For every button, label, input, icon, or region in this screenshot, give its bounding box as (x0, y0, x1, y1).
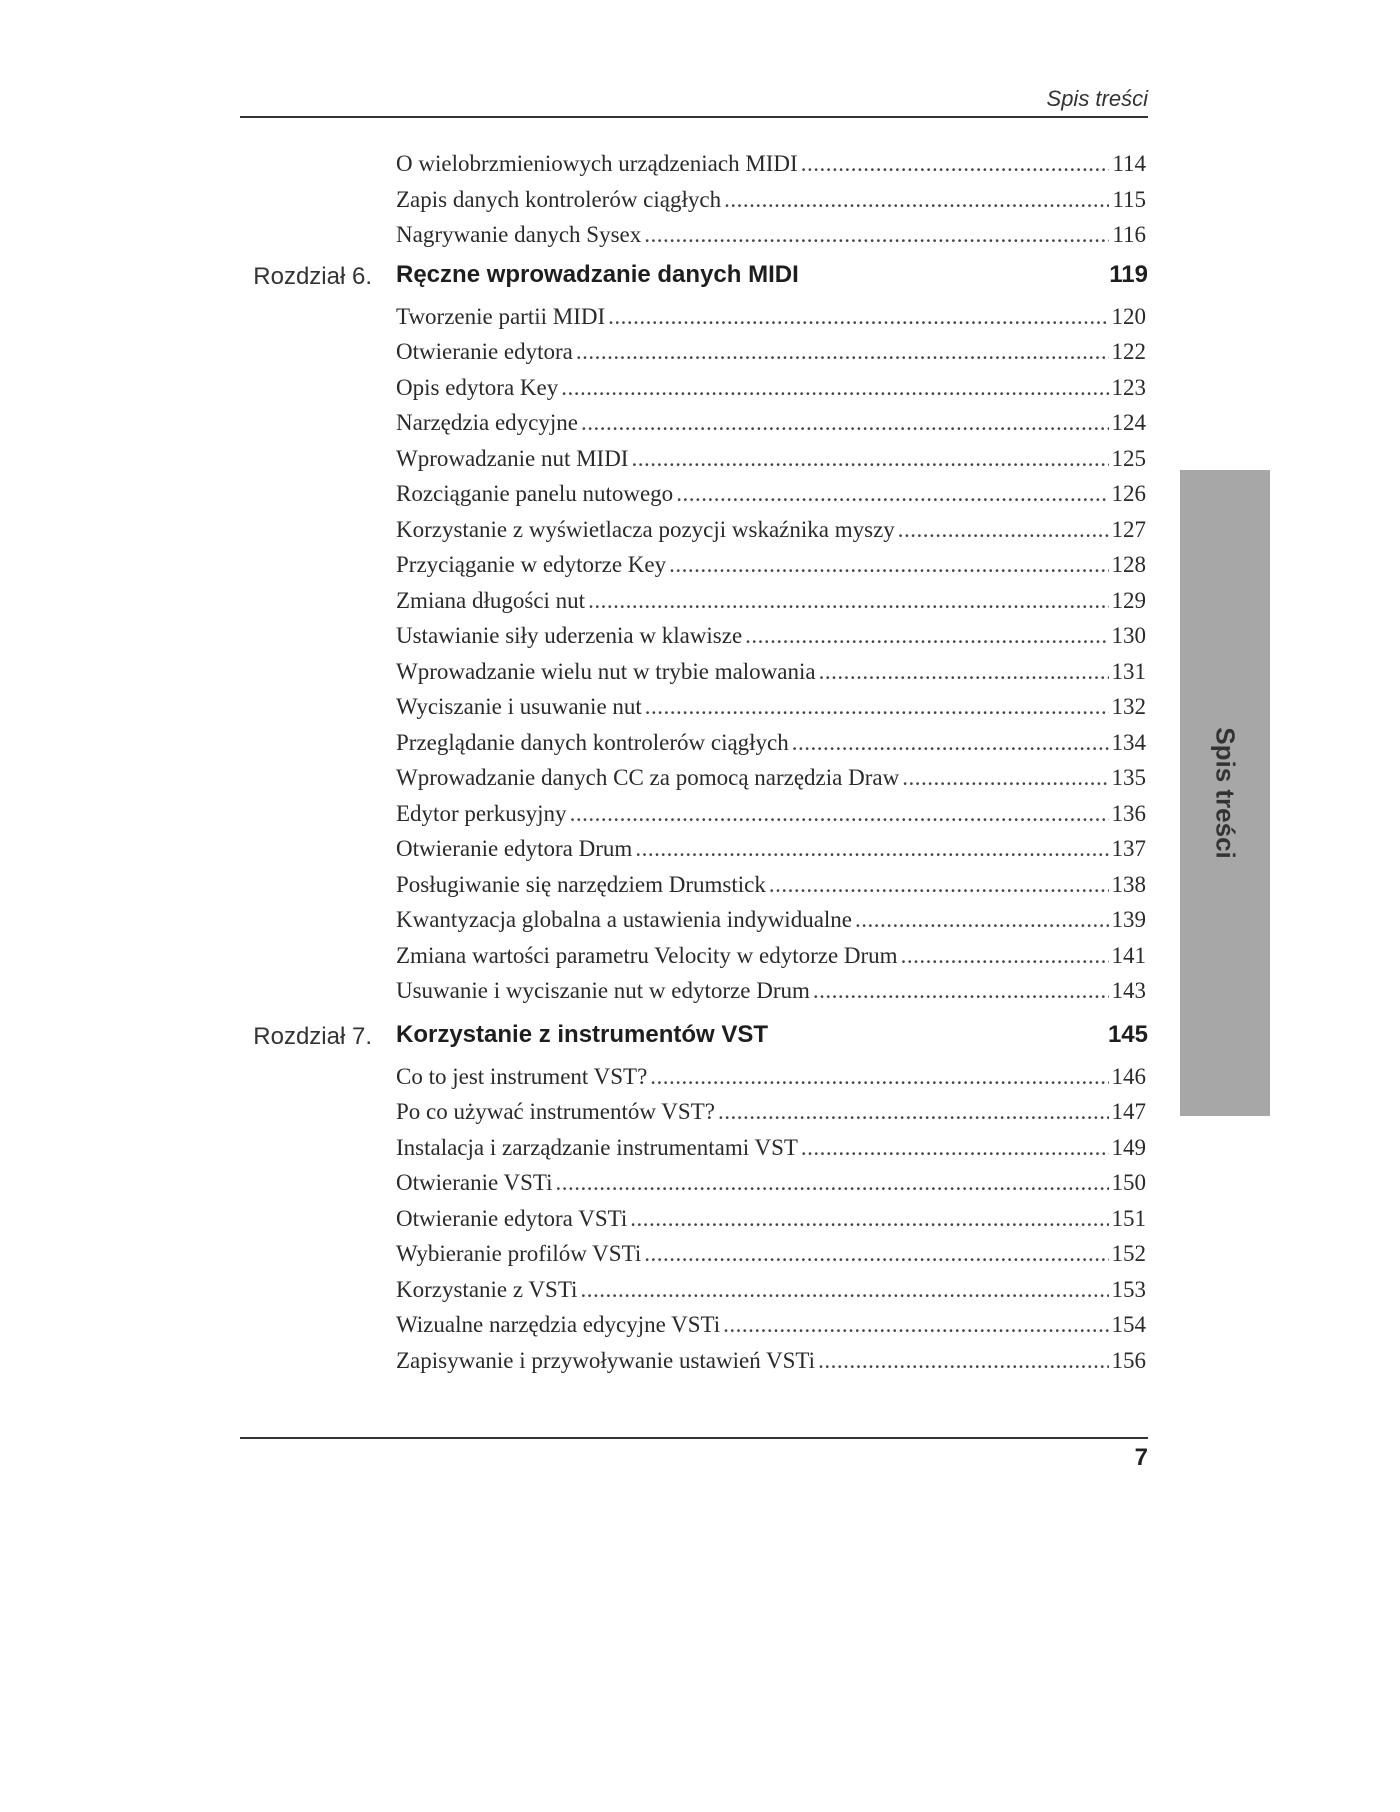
toc-entry-page: 137 (1111, 836, 1146, 861)
toc-entry-page: 114 (1112, 151, 1146, 176)
dot-leader (635, 833, 1108, 865)
toc-entry (396, 514, 1146, 546)
toc-entry-title: Wprowadzanie nut MIDI (396, 445, 629, 471)
toc-entry (396, 478, 1146, 510)
dot-leader (819, 656, 1109, 688)
side-tab (1180, 470, 1270, 1116)
toc-entry-title: Opis edytora Key (396, 374, 559, 400)
toc-entry-title: Korzystanie z VSTi (396, 1276, 578, 1302)
dot-leader (676, 478, 1108, 510)
toc-entry-title: Usuwanie i wyciszanie nut w edytorze Drum (396, 978, 810, 1003)
bottom-rule (240, 1437, 1148, 1439)
dot-leader (801, 1132, 1109, 1164)
dot-leader (650, 1061, 1108, 1093)
dot-leader (576, 336, 1109, 368)
toc-entry (396, 585, 1146, 617)
toc-entry-title: Narzędzia edycyjne (396, 410, 578, 435)
toc-entry-page: 126 (1111, 481, 1146, 506)
toc-entry (396, 1096, 1146, 1128)
toc-entry (396, 549, 1146, 581)
dot-leader (561, 372, 1108, 404)
toc-entry-page: 156 (1111, 1347, 1146, 1373)
toc-entry (396, 727, 1146, 759)
toc-entry-page: 125 (1111, 445, 1146, 471)
toc-entry (396, 691, 1146, 723)
toc-entry (396, 1203, 1146, 1235)
dot-leader (901, 940, 1109, 972)
toc-entry (396, 975, 1146, 1007)
toc-entry (396, 798, 1146, 830)
toc-entry-page: 147 (1111, 1099, 1146, 1124)
toc-entry-title: Zmiana długości nut (396, 587, 586, 613)
dot-leader (669, 549, 1108, 581)
toc-entry (396, 1061, 1146, 1093)
toc-entry (396, 1309, 1146, 1341)
dot-leader (580, 1274, 1108, 1306)
toc-entry (396, 372, 1146, 404)
toc-entry-title: Ustawianie siły uderzenia w klawisze (396, 623, 743, 648)
running-head: Spis treści (1046, 86, 1148, 111)
toc-entry-page: 124 (1111, 410, 1146, 435)
toc-entry (396, 336, 1146, 368)
toc-entry-page: 141 (1111, 942, 1146, 968)
toc-entry (396, 833, 1146, 865)
toc-entry-title: Nagrywanie danych Sysex (396, 222, 642, 247)
toc-entry-page: 128 (1111, 552, 1146, 577)
chapter-page: 145 (1107, 1020, 1148, 1048)
dot-leader (902, 762, 1108, 794)
toc-entry-page: 135 (1111, 765, 1146, 790)
toc-entry-page: 131 (1111, 658, 1146, 684)
toc-entry (396, 407, 1146, 439)
toc-entry-title: Przeglądanie danych kontrolerów ciągłych (396, 729, 789, 755)
toc-entry (396, 1238, 1146, 1270)
chapter-page: 119 (1109, 260, 1148, 288)
dot-leader (813, 975, 1109, 1007)
dot-leader (801, 148, 1110, 180)
toc-entry-title: O wielobrzmieniowych urządzeniach MIDI (396, 151, 798, 176)
toc-entry-page: 134 (1111, 729, 1146, 755)
toc-entry-page: 129 (1111, 587, 1146, 613)
dot-leader (630, 1203, 1108, 1235)
toc-entry (396, 443, 1146, 475)
toc-entry-title: Otwieranie edytora VSTi (396, 1205, 628, 1231)
toc-entry (396, 904, 1146, 936)
chapter-title: Ręczne wprowadzanie danych MIDI (396, 260, 799, 288)
toc-entry-page: 122 (1111, 339, 1146, 364)
toc-entry-page: 151 (1111, 1205, 1146, 1231)
toc-entry-page: 149 (1111, 1134, 1146, 1160)
toc-entry (396, 1132, 1146, 1164)
toc-entry-page: 139 (1111, 907, 1146, 932)
toc-entry-page: 123 (1111, 374, 1146, 400)
toc-entry-page: 152 (1111, 1241, 1146, 1266)
toc-entry-page: 120 (1111, 303, 1146, 329)
toc-entry (396, 656, 1146, 688)
toc-entry-title: Zapisywanie i przywoływanie ustawień VSTi (396, 1347, 816, 1373)
toc-entry (396, 940, 1146, 972)
dot-leader (631, 443, 1108, 475)
toc-entry-page: 115 (1112, 186, 1146, 212)
toc-entry-title: Posługiwanie się narzędziem Drumstick (396, 871, 766, 897)
toc-entry-page: 132 (1111, 694, 1146, 719)
chapter-title: Korzystanie z instrumentów VST (396, 1020, 769, 1048)
toc-entry-page: 130 (1111, 623, 1146, 648)
dot-leader (745, 620, 1108, 652)
toc-entry-title: Kwantyzacja globalna a ustawienia indywidualne (396, 907, 853, 932)
dot-leader (644, 1238, 1108, 1270)
toc-entry-title: Zmiana wartości parametru Velocity w edytorze Drum (396, 942, 898, 968)
toc-entry-page: 127 (1111, 516, 1146, 542)
dot-leader (556, 1167, 1109, 1199)
toc-entry-title: Wybieranie profilów VSTi (396, 1241, 642, 1266)
toc-entry (396, 762, 1146, 794)
chapter-label: Rozdział 6. (253, 262, 372, 290)
toc-entry (396, 184, 1146, 216)
toc-entry-page: 154 (1111, 1312, 1146, 1337)
side-tab-label: Spis treści (1210, 727, 1241, 859)
dot-leader (570, 798, 1109, 830)
dot-leader (581, 407, 1109, 439)
toc-entry-title: Wprowadzanie wielu nut w trybie malowania (396, 658, 816, 684)
toc-entry-title: Co to jest instrument VST? (396, 1063, 648, 1089)
toc-entry (396, 148, 1146, 180)
toc-entry-title: Edytor perkusyjny (396, 800, 567, 826)
toc-entry (396, 1167, 1146, 1199)
toc-entry (396, 219, 1146, 251)
dot-leader (792, 727, 1109, 759)
dot-leader (608, 301, 1108, 333)
toc-entry-page: 153 (1111, 1276, 1146, 1302)
toc-entry-title: Wyciszanie i usuwanie nut (396, 694, 642, 719)
toc-entry-title: Wizualne narzędzia edycyjne VSTi (396, 1312, 721, 1337)
toc-entry (396, 301, 1146, 333)
toc-entry-title: Korzystanie z wyświetlacza pozycji wskaźnika myszy (396, 516, 895, 542)
toc-entry-title: Otwieranie edytora (396, 339, 573, 364)
chapter-label: Rozdział 7. (253, 1022, 372, 1050)
dot-leader (769, 869, 1109, 901)
toc-entry-title: Po co używać instrumentów VST? (396, 1099, 715, 1124)
toc-entry-title: Przyciąganie w edytorze Key (396, 552, 667, 577)
page-number: 7 (1134, 1444, 1148, 1471)
toc-entry (396, 869, 1146, 901)
toc-entry-title: Otwieranie VSTi (396, 1170, 553, 1195)
toc-entry (396, 1274, 1146, 1306)
toc-entry-title: Zapis danych kontrolerów ciągłych (396, 186, 722, 212)
toc-entry-title: Rozciąganie panelu nutowego (396, 481, 674, 506)
toc-entry (396, 620, 1146, 652)
toc-entry-page: 143 (1111, 978, 1146, 1003)
toc-entry-page: 146 (1111, 1063, 1146, 1089)
chapter-heading (240, 1021, 1148, 1061)
dot-leader (644, 219, 1109, 251)
toc-entry-page: 116 (1112, 222, 1146, 247)
toc-entry (396, 1345, 1146, 1377)
dot-leader (855, 904, 1108, 936)
dot-leader (818, 1345, 1108, 1377)
toc-entry-page: 136 (1111, 800, 1146, 826)
toc-entry-title: Instalacja i zarządzanie instrumentami VST (396, 1134, 798, 1160)
dot-leader (588, 585, 1108, 617)
dot-leader (724, 184, 1109, 216)
toc-entry-title: Otwieranie edytora Drum (396, 836, 633, 861)
dot-leader (723, 1309, 1108, 1341)
top-rule (240, 116, 1148, 118)
toc-entry-page: 150 (1111, 1170, 1146, 1195)
toc-entry-title: Tworzenie partii MIDI (396, 303, 606, 329)
dot-leader (898, 514, 1109, 546)
toc-entry-page: 138 (1111, 871, 1146, 897)
chapter-heading (240, 261, 1148, 301)
dot-leader (645, 691, 1109, 723)
dot-leader (718, 1096, 1109, 1128)
toc-entry-title: Wprowadzanie danych CC za pomocą narzędzia Draw (396, 765, 900, 790)
